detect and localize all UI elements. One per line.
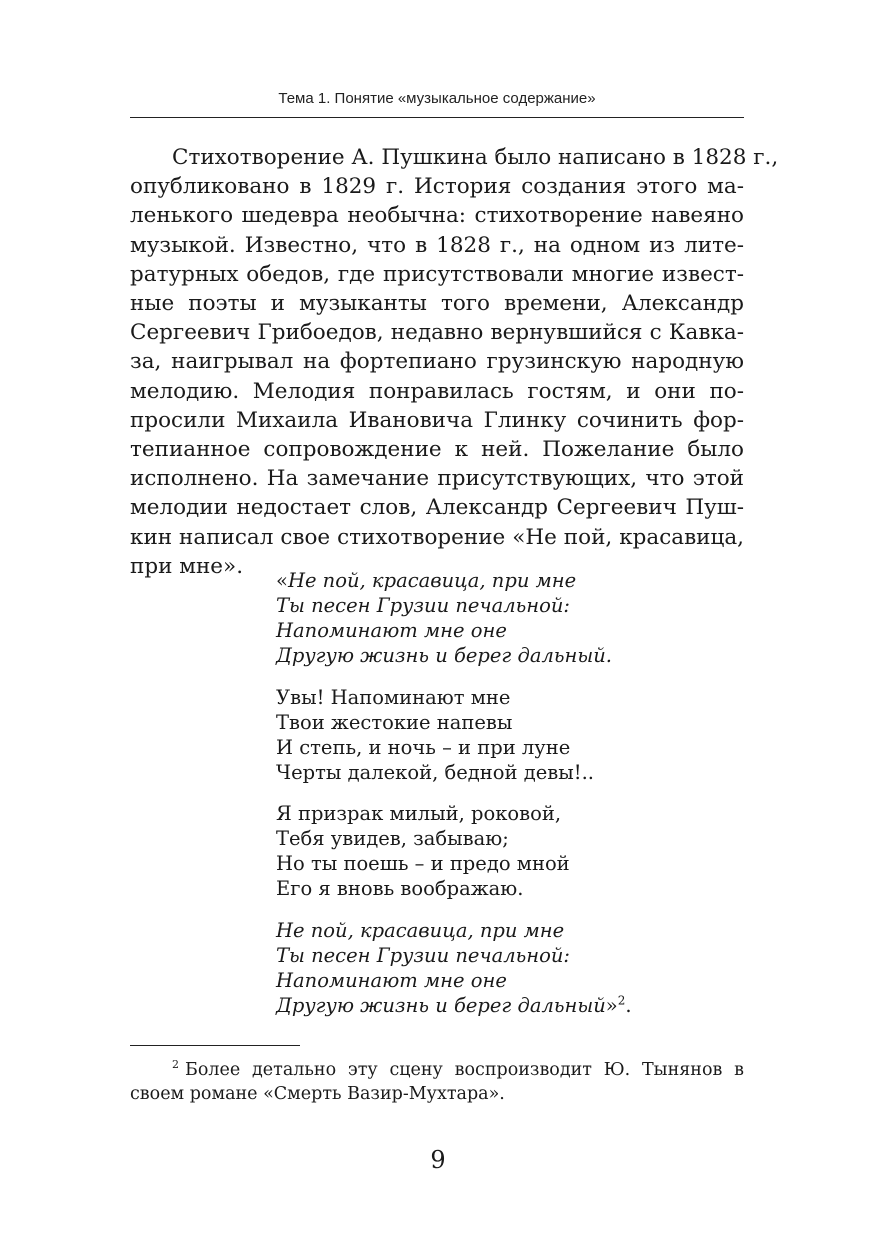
paragraph-line: Стихотворение А. Пушкина было написано в 1828 г., — [172, 145, 779, 170]
page-number: 9 — [430, 1146, 446, 1174]
poem-line: Его я вновь воображаю. — [276, 877, 524, 900]
paragraph-line: Сергеевич Грибоедов, недавно вернувшийся с Кавка- — [130, 320, 744, 346]
footnote-rule — [130, 1045, 300, 1046]
poem-line: Твои жестокие напевы — [276, 710, 513, 734]
paragraph-line: музыкой. Известно, что в 1828 г., на одном из лите- — [130, 232, 744, 258]
poem — [276, 568, 716, 1018]
poem-stanza-3 — [276, 801, 716, 901]
footnote-line: своем романе «Смерть Вазир-Мухтара». — [130, 1084, 505, 1104]
poem-line: И степь, и ночь – и при луне — [276, 735, 571, 759]
paragraph-line: просили Михаила Ивановича Глинку сочинить фор- — [130, 407, 744, 433]
poem-line: Но ты поешь – и предо мной — [276, 852, 570, 875]
poem-line — [276, 568, 716, 593]
close-quote: » — [605, 993, 618, 1017]
poem-line: Черты далекой, бедной девы!.. — [276, 760, 594, 784]
paragraph-line: кин написал свое стихотворение «Не пой, красавица, — [130, 524, 744, 550]
poem-line-text: Другую жизнь и берег дальный — [276, 993, 606, 1017]
footnote-mark: 2 — [172, 1058, 179, 1072]
footnote-reference[interactable]: 2 — [617, 993, 626, 1007]
poem-line: Не пой, красавица, при мне — [276, 918, 565, 942]
footnote-line — [130, 1058, 744, 1082]
header-rule — [130, 117, 744, 118]
poem-stanza-1 — [276, 568, 716, 668]
paragraph-line: ратурных обедов, где присутствовали многие извест- — [130, 261, 744, 287]
paragraph-line: исполнено. На замечание присутствующих, что этой — [130, 466, 744, 492]
paragraph-line: при мне». — [130, 553, 244, 579]
open-quote: « — [276, 569, 288, 592]
poem-line — [276, 993, 716, 1018]
running-header: Тема 1. Понятие «музыкальное содержание» — [278, 90, 596, 107]
poem-line: Тебя увидев, забываю; — [276, 827, 509, 850]
trailing-period: . — [625, 993, 632, 1017]
paragraph-line: ленького шедевра необычна: стихотворение навеяно — [130, 203, 744, 229]
poem-line-text: Не пой, красавица, при мне — [287, 569, 577, 592]
paragraph-line: мелодии недостает слов, Александр Сергеевич Пуш- — [130, 495, 744, 521]
poem-line: Увы! Напоминают мне — [276, 685, 511, 709]
paragraph-line: за, наигрывал на фортепиано грузинскую народную — [130, 349, 744, 375]
poem-stanza-4 — [276, 918, 716, 1018]
main-paragraph — [130, 143, 779, 581]
poem-stanza-2 — [276, 685, 716, 785]
footnote — [130, 1058, 744, 1106]
poem-line: Напоминают мне оне — [276, 968, 507, 992]
poem-line: Другую жизнь и берег дальный. — [276, 644, 612, 667]
poem-line: Ты песен Грузии печальной: — [276, 594, 570, 617]
paragraph-line: тепианное сопровождение к ней. Пожелание было — [130, 437, 744, 463]
footnote-text: Более детально эту сцену воспроизводит Ю. Тынянов в — [185, 1060, 744, 1080]
poem-line: Ты песен Грузии печальной: — [276, 943, 570, 967]
poem-line: Я призрак милый, роковой, — [276, 802, 562, 825]
paragraph-line: ные поэты и музыканты того времени, Александр — [130, 291, 744, 317]
paragraph-line: мелодию. Мелодия понравилась гостям, и они по- — [130, 378, 744, 404]
poem-line: Напоминают мне оне — [276, 619, 507, 642]
paragraph-line: опубликовано в 1829 г. История создания этого ма- — [130, 174, 744, 200]
